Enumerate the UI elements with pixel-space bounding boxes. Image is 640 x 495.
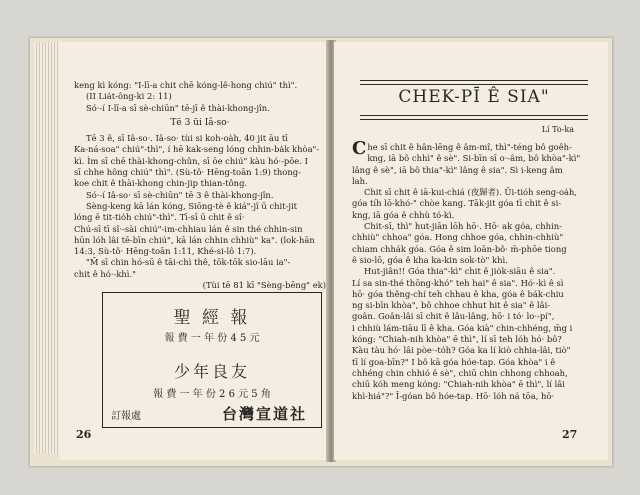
text-line: goân. Goân-lâi sī chit ê lâu-lâng, hō· i tó· lo·-pí", bbox=[352, 311, 555, 322]
continued-note: (Tùi tē 81 kī "Sèng-bēng" ek) bbox=[202, 280, 326, 291]
text-line: 14:3, Sù-tô· Hēng-toān 1:11, Khé-si-lô 1:7). bbox=[74, 246, 257, 257]
chapter-title: CHEK-PĪ Ê SIA" bbox=[398, 87, 550, 107]
left-page bbox=[60, 42, 328, 460]
ad-title-youth: 少年良友 bbox=[173, 362, 250, 381]
text-line: he sī chit ê hân-lēng ê âm-mî, thì"-téng bô goêh- bbox=[367, 142, 572, 152]
title-rule-bottom bbox=[360, 115, 588, 120]
text-line: Chit-sī, thì" hut-jiān lōh hō·. Hō· ak góa, chhin- bbox=[364, 221, 562, 232]
left-text-top bbox=[74, 80, 326, 291]
text-line: Chit sī chit ê iā-kui-chiá (夜歸者). Ûi-tióh seng-oa̍h, bbox=[364, 187, 578, 198]
right-page bbox=[334, 42, 608, 460]
text-line: lâng ê sè", iā bô thia"-kì" lâng ê sia". Sì i-keng âm bbox=[352, 164, 563, 175]
text-line: "M̄ sī chin hó-sū ê tāi-chì thê, tōk-tōk sio-lāu ia"- bbox=[86, 257, 291, 268]
text-line: Chú-sī tī sî·-sài chiú"-im-chhiau lán ê sin thé chhin-sin bbox=[74, 223, 303, 234]
text-line: chhiù" chhoa" góa. Hong chhoe góa, chhin-chhiù" bbox=[352, 232, 564, 243]
text-line: kì. Ìm sī chē thài-khong-chûn, sī ōe chiú" kàu hó·-pōe. I bbox=[74, 155, 308, 166]
text-line: Tē 3 ê, sī Iâ-so·. Iâ-so· tùi si koh-oa̍h, 40 jit āu tī bbox=[86, 133, 288, 144]
text-line: chiam chhák góa. Góa ê sim loān-bô· m̄-phōe tiong bbox=[352, 243, 567, 254]
text-line: chhéng chin chhió ê sè", chiū chin chhong chhoah, bbox=[352, 367, 568, 378]
text-line: tī lí goa-bīn?" I bô kā góa hóe-tap. Góa khòa" i ê bbox=[352, 356, 556, 367]
text-line: chiū kóh meng kóng: "Chiah-nih khòa" ē thì", lí lâi bbox=[352, 379, 565, 390]
text-line: koe chit ê thài-khong chin-jip thian-tông. bbox=[74, 178, 248, 189]
text-line: (II Lia̍t-ông-ki 2: 11) bbox=[86, 91, 172, 102]
text-line: khì-hiá"?" Ī-góan bô hóe-tap. Hō· lóh ná tōa, hō· bbox=[352, 390, 555, 401]
text-line: lah. bbox=[352, 175, 368, 186]
ad-price-1: 報 費 一 年 份 4 5 元 bbox=[164, 333, 260, 344]
ad-price-2: 報 費 一 年 份 2 6 元 5 角 bbox=[153, 389, 271, 400]
text-line: sī chhe hông chiú" thì". (Sù-tô· Hēng-toān 1:9) thong- bbox=[74, 167, 301, 178]
text-line: Hut-jiân!! Góa thia"-kì" chit ê jio̍k-siāu ê sia". bbox=[364, 266, 556, 277]
page-number-left: 26 bbox=[76, 428, 92, 441]
text-line: kng, iā bô chhì" ê sè". Si-bīn sī o·-âm, bô khòa"-kì" bbox=[367, 153, 581, 164]
text-line: Kàu tàu hó· lâi pòe·-to̍h? Góa ka lí kiò chhia-lâi, tiò" bbox=[352, 345, 571, 356]
text-line: i chhiù lám-tiāu lī ê kha. Góa kià" chin-chhéng, m̄g i bbox=[352, 322, 573, 333]
text-line: Só·-í I-lī-a sī sè-chiūn" tē-jī ê thài-khong-jîn. bbox=[86, 102, 270, 113]
text-line: Só·-í Iâ-so· sī sè-chiūn" tē 3 ê thài-khong-jîn. bbox=[86, 189, 274, 200]
ad-publisher: 台灣宣道社 bbox=[221, 405, 307, 423]
title-rule-top bbox=[360, 80, 588, 85]
text-line: ê sio-lō, góa ê kha ka-kin sok-tò" khì. bbox=[352, 254, 508, 265]
text-line: chit ê hó·-khì." bbox=[74, 268, 136, 279]
ad-order-label: 訂報處 bbox=[111, 411, 141, 422]
text-line: Sèng-keng kā lán kóng, Siōng-tè ê kiá"-jî ū chit-jit bbox=[86, 200, 298, 211]
ad-title-seng-keng-po: 聖 經 報 bbox=[173, 308, 251, 328]
text-line: kóng: "Chiah-nih khòa" ē thì", lí sī teh lóh hó· bô? bbox=[352, 334, 562, 345]
section-heading: Tē 3 ūi Iâ-so· bbox=[170, 117, 230, 128]
text-line: góa tíh lō-khó-" chòe kang. Tāk-jit góa tī chit ê si- bbox=[352, 198, 562, 209]
text-line: keng kì kóng: "I-lī-a chit chē kóng-lê-hong chiú" thì". bbox=[74, 80, 298, 90]
text-line: lóng ē tit-tio̍h chiú"-thì". Tī-sī ū chit ê sî· bbox=[74, 212, 245, 223]
drop-cap: C bbox=[352, 138, 367, 159]
text-line: Lí sa sin-thé thōng-khó" teh hai" ê sia". Hó·-kì ê sì bbox=[352, 277, 564, 288]
text-line: kng, iā góa ê chhù tó-kì. bbox=[352, 209, 455, 220]
right-text bbox=[352, 138, 602, 402]
text-line: ng si-bīn khòa", bô chhoe chhut hit ê sia" ê lâi- bbox=[352, 300, 551, 311]
page-number-right: 27 bbox=[562, 428, 578, 441]
text-line: hō· góa thêng-chí teh chhau ê kha, góa ê bák-chiu bbox=[352, 288, 564, 299]
advertisement-box bbox=[102, 292, 322, 428]
author: Lí To-ka bbox=[541, 125, 574, 134]
text-line: Ka-ná-soa" chiú"-thì", í hē kak-seng lóng chhin-ba̍k khòa"- bbox=[74, 144, 320, 155]
text-line: hūn lóh lâi tē-bīn chiú", kā lán chhin chhiù" ka". (lok-hān bbox=[74, 234, 315, 245]
